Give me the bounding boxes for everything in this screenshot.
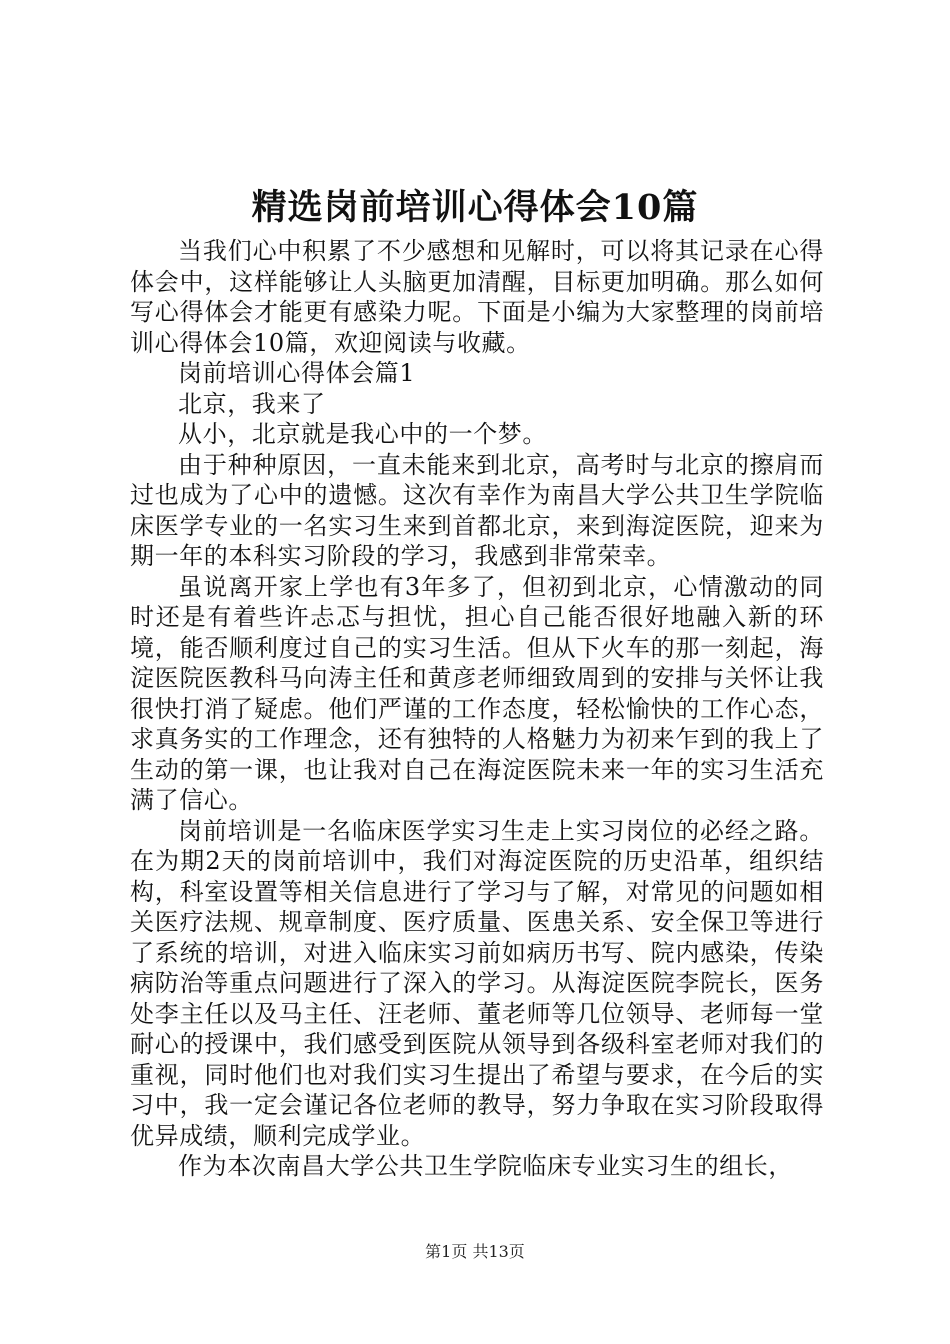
intro-paragraph: 当我们心中积累了不少感想和见解时，可以将其记录在心得体会中，这样能够让人头脑更加清醒，目标更加明确。那么如何写心得体会才能更有感染力呢。下面是小编为大家整理的岗前培训心得体会10篇，欢迎阅读与收藏。 [130, 237, 824, 357]
body-paragraph: 虽说离开家上学也有3年多了，但初到北京，心情激动的同时还是有着些许忐忑与担忧，担心自己能否很好地融入新的环境，能否顺利度过自己的实习生活。但从下火车的那一刻起，海淀医院医教科马向涛主任和黄彦老师细致周到的安排与关怀让我很快打消了疑虑。他们严谨的工作态度，轻松愉快的工作心态，求真务实的工作理念，还有独特的人格魅力为初来乍到的我上了生动的第一课，也让我对自己在海淀医院未来一年的实习生活充满了信心。 [130, 572, 824, 814]
body-paragraph: 由于种种原因，一直未能来到北京，高考时与北京的擦肩而过也成为了心中的遗憾。这次有幸作为南昌大学公共卫生学院临床医学专业的一名实习生来到首都北京，来到海淀医院，迎来为期一年的本科实习阶段的学习，我感到非常荣幸。 [130, 450, 824, 570]
body-paragraph: 作为本次南昌大学公共卫生学院临床专业实习生的组长， [178, 1152, 793, 1180]
document-title: 精选岗前培训心得体会10篇 [251, 187, 699, 228]
body-paragraph: 从小，北京就是我心中的一个梦。 [178, 420, 547, 448]
document-body [130, 236, 824, 1182]
article-subtitle: 北京，我来了 [178, 389, 326, 418]
body-paragraph: 岗前培训是一名临床医学实习生走上实习岗位的必经之路。在为期2天的岗前培训中，我们对海淀医院的历史沿革，组织结构，科室设置等相关信息进行了学习与了解，对常见的问题如相关医疗法规、规章制度、医疗质量、医患关系、安全保卫等进行了系统的培训，对进入临床实习前如病历书写、院内感染，传染病防治等重点问题进行了深入的学习。从海淀医院李院长，医务处李主任以及马主任、汪老师、董老师等几位领导、老师每一堂耐心的授课中，我们感受到医院从领导到各级科室老师对我们的重视，同时他们也对我们实习生提出了希望与要求，在今后的实习中，我一定会谨记各位老师的教导，努力争取在实习阶段取得优异成绩，顺利完成学业。 [130, 816, 824, 1150]
section-heading: 岗前培训心得体会篇1 [178, 359, 416, 387]
page-number: 第1页 共13页 [425, 1242, 525, 1261]
